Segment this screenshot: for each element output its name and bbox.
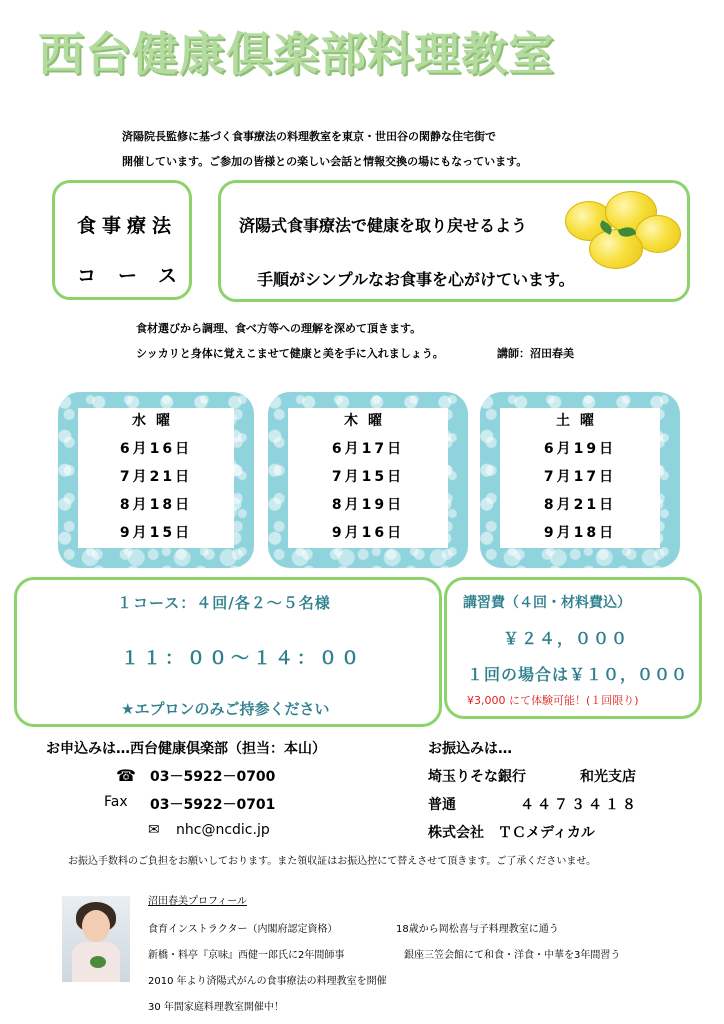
- account-number: ４４７３４１８: [520, 797, 639, 813]
- phone-number[interactable]: 03－5922－0700: [150, 769, 276, 785]
- profile-line-3: 2010 年より済陽式がんの食事療法の料理教室を開催: [148, 976, 387, 987]
- course-description-line-2: 手順がシンプルなお食事を心がけています。: [257, 270, 575, 289]
- course-description-line-1: 済陽式食事療法で健康を取り戻せるよう: [239, 216, 528, 235]
- fee-box: [444, 577, 702, 719]
- fee-trial: ¥3,000 にて体験可能！(１回限り): [467, 694, 639, 707]
- profile-line-2b: 銀座三笠会館にて和食・洋食・中華を3年間習う: [404, 950, 621, 961]
- profile-title: 沼田春美プロフィール: [148, 896, 247, 907]
- phone-icon: ☎: [116, 766, 136, 785]
- profile-line-1b: 18歳から岡松喜与子料理教室に通う: [396, 924, 559, 935]
- course-description-box: [218, 180, 690, 302]
- schedule-date: 8月18日: [119, 497, 193, 513]
- page-title: 西台健康倶楽部料理教室: [38, 27, 555, 81]
- bank-branch: 和光支店: [580, 769, 636, 785]
- account-holder: 株式会社 ＴＣメディカル: [428, 825, 595, 841]
- mail-icon: ✉: [148, 822, 160, 838]
- schedule-date: 7月17日: [543, 469, 617, 485]
- course-info-box: [14, 577, 442, 727]
- lemon-image: [561, 189, 689, 271]
- instructor-name: 講師：沼田春美: [497, 347, 574, 360]
- course-label-line-1: 食事療法: [77, 215, 178, 237]
- fax-number: 03－5922－0701: [150, 797, 276, 813]
- bank-name: 埼玉りそな銀行: [428, 769, 526, 785]
- schedule-date: 8月21日: [543, 497, 617, 513]
- schedule-date: 6月17日: [331, 441, 405, 457]
- account-type: 普通: [428, 797, 456, 813]
- instructor-photo: [62, 896, 130, 982]
- schedule-date: 6月19日: [543, 441, 617, 457]
- bank-title: お振込みは…: [428, 741, 512, 757]
- course-label-line-2: コース: [77, 265, 200, 287]
- schedule-saturday: [480, 392, 680, 568]
- schedule-day-label: 水曜: [132, 413, 180, 429]
- profile-line-4: 30 年間家庭料理教室開催中！: [148, 1002, 284, 1013]
- schedule-date: 6月16日: [119, 441, 193, 457]
- apply-contact: お申込みは…西台健康倶楽部（担当：本山）: [46, 741, 326, 757]
- fee-title: 講習費（４回・材料費込）: [463, 595, 631, 611]
- intro-line-1: 済陽院長監修に基づく食事療法の料理教室を東京・世田谷の閑静な住宅街で: [122, 130, 496, 143]
- course-capacity: １コース：４回/各２～５名様: [117, 594, 331, 612]
- fee-single: １回の場合は￥１０，０００: [467, 665, 689, 684]
- profile-line-2a: 新橋・料亭『京味』西健一郎氏に2年間師事: [148, 950, 345, 961]
- profile-line-1a: 食育インストラクター（内閣府認定資格）: [148, 924, 338, 935]
- fee-note: お振込手数料のご負担をお願いしております。また領収証はお振込控にて替えさせて頂きます。ご了承くださいませ。: [68, 856, 597, 867]
- fee-amount: ￥２４，０００: [503, 629, 630, 648]
- schedule-wednesday: [58, 392, 254, 568]
- schedule-date: 7月21日: [119, 469, 193, 485]
- schedule-thursday: [268, 392, 468, 568]
- schedule-day-label: 土曜: [556, 413, 604, 429]
- email-address[interactable]: nhc@ncdic.jp: [176, 822, 270, 838]
- bring-note: ★エプロンのみご持参ください: [121, 700, 330, 718]
- schedule-date: 9月15日: [119, 525, 193, 541]
- schedule-date: 9月18日: [543, 525, 617, 541]
- course-time: １１：００～１４：００: [121, 648, 363, 669]
- fax-label: Fax: [104, 794, 128, 810]
- intro-line-2: 開催しています。ご参加の皆様との楽しい会話と情報交換の場にもなっています。: [122, 155, 528, 168]
- schedule-date: 7月15日: [331, 469, 405, 485]
- details-line-1: 食材選びから調理、食べ方等への理解を深めて頂きます。: [136, 322, 422, 335]
- details-line-2: シッカリと身体に覚えこませて健康と美を手に入れましょう。: [136, 347, 444, 360]
- schedule-date: 8月19日: [331, 497, 405, 513]
- schedule-date: 9月16日: [331, 525, 405, 541]
- schedule-day-label: 木曜: [344, 413, 392, 429]
- course-label-box: [52, 180, 200, 300]
